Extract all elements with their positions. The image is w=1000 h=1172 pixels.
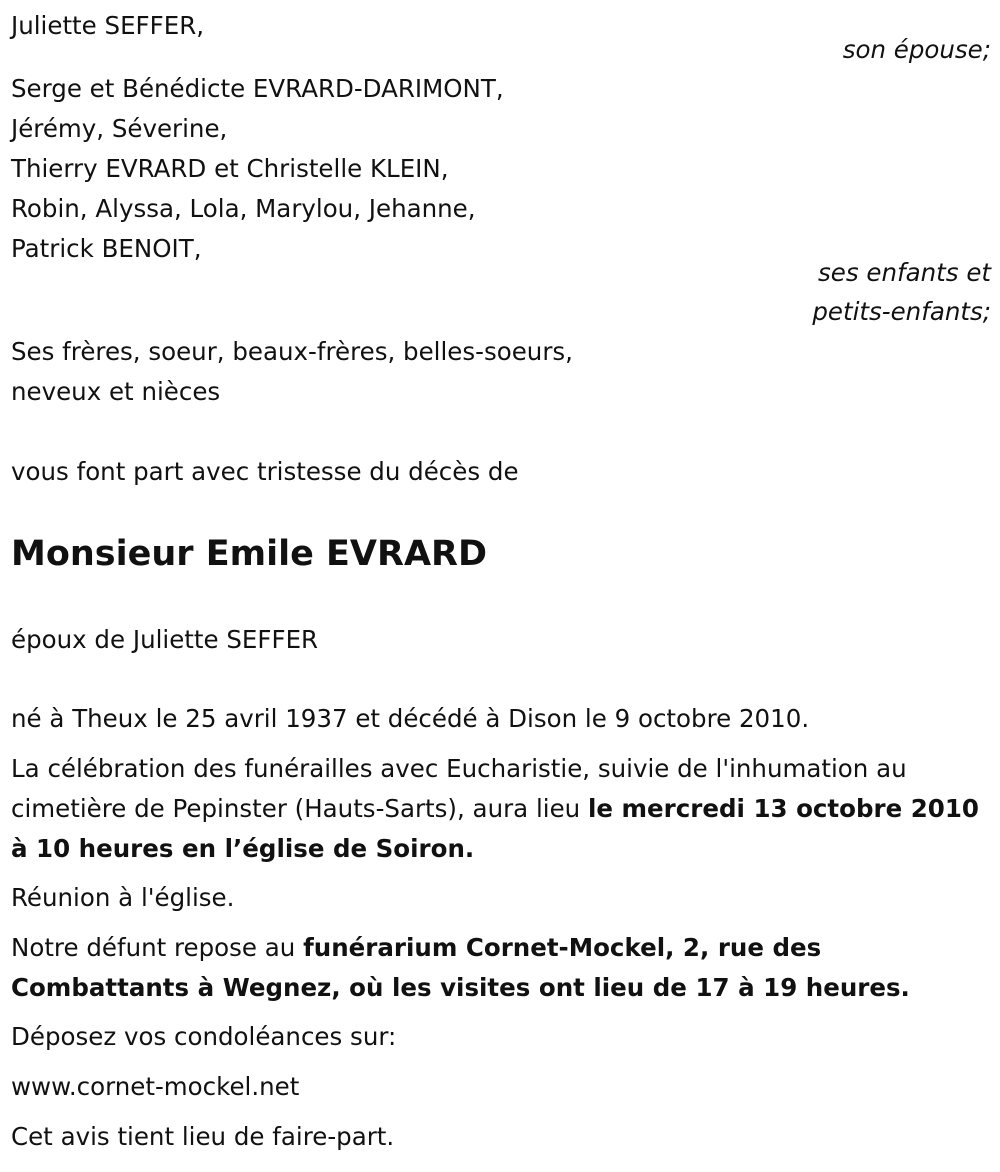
condolences-label: Déposez vos condoléances sur:	[11, 1022, 397, 1051]
ceremony-details: le mercredi 13 octobre 2010 à 10 heures en l’église de Soiron.	[11, 794, 979, 863]
visit-details: funérarium Cornet-Mockel, 2, rue des Combattants à Wegnez, où les visites ont lieu de 17 à 19 heures.	[11, 933, 910, 1002]
deceased-spouse-of: époux de Juliette SEFFER	[11, 625, 319, 654]
condolences-url[interactable]: www.cornet-mockel.net	[11, 1072, 300, 1101]
siblings-line-1: Ses frères, soeur, beaux-frères, belles-soeurs,	[11, 337, 573, 366]
child-line-3: Thierry EVRARD et Christelle KLEIN,	[11, 154, 449, 183]
child-line-5: Patrick BENOIT,	[11, 234, 202, 263]
ceremony-intro: La célébration des funérailles avec Eucharistie, suivie de l'inhumation au cimetière de Pepinster (Hauts-Sarts), aura lieu	[11, 754, 907, 823]
announcement-text: vous font part avec tristesse du décès de	[11, 457, 519, 486]
meeting-text: Réunion à l'église.	[11, 883, 235, 912]
visit-intro: Notre défunt repose au	[11, 933, 304, 962]
child-line-4: Robin, Alyssa, Lola, Marylou, Jehanne,	[11, 194, 476, 223]
child-line-1: Serge et Bénédicte EVRARD-DARIMONT,	[11, 74, 504, 103]
children-role-2: petits-enfants;	[812, 297, 991, 326]
ceremony-paragraph	[11, 749, 986, 869]
visit-paragraph	[11, 928, 986, 1008]
children-role-1: ses enfants et	[818, 258, 991, 287]
deceased-name: Monsieur Emile EVRARD	[11, 534, 488, 574]
siblings-line-2: neveux et nièces	[11, 377, 221, 406]
closing-text: Cet avis tient lieu de faire-part.	[11, 1122, 395, 1151]
child-line-2: Jérémy, Séverine,	[11, 114, 228, 143]
birth-death-line: né à Theux le 25 avril 1937 et décédé à Dison le 9 octobre 2010.	[11, 704, 810, 733]
spouse-role: son épouse;	[842, 35, 991, 64]
spouse-name: Juliette SEFFER,	[11, 11, 205, 40]
